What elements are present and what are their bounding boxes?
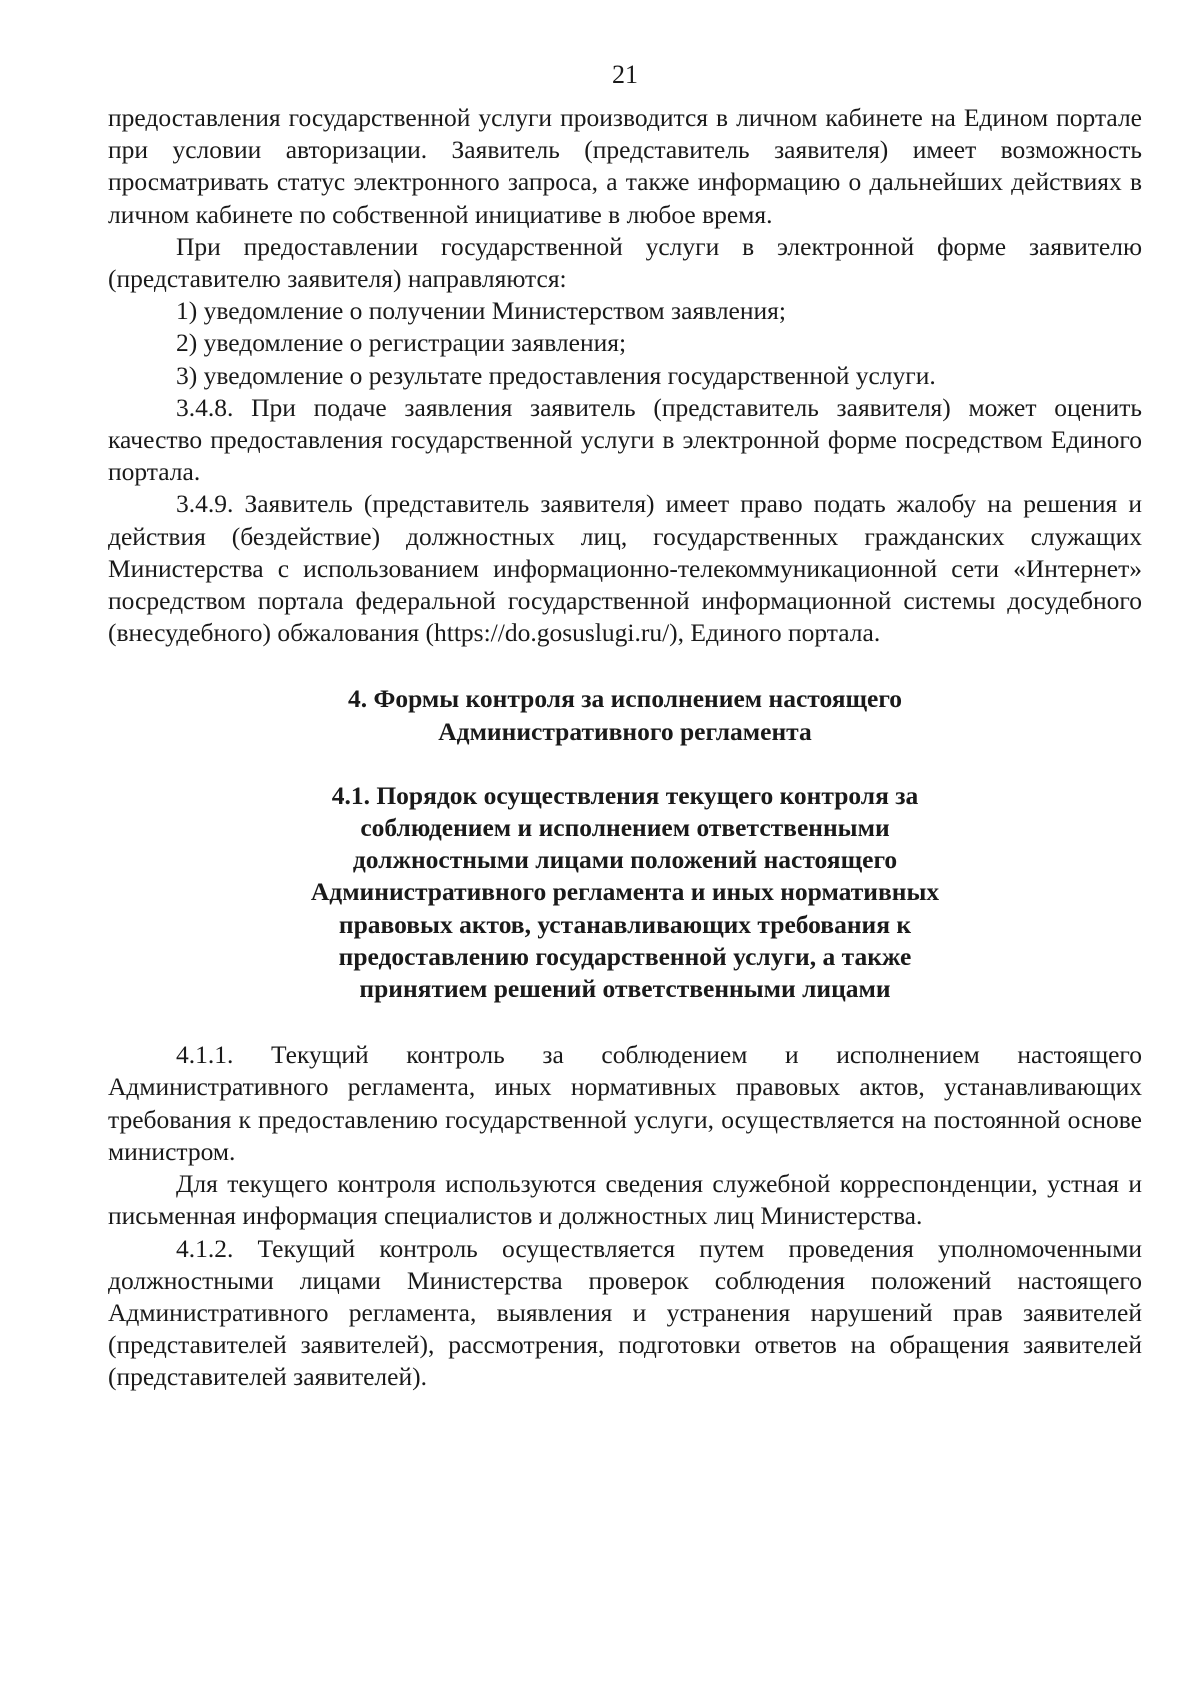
current-control-sources: Для текущего контроля используются сведения служебной корреспонденции, устная и письменная информация специалистов и должностных лиц Министерства. — [108, 1169, 1142, 1231]
section-4-1-heading-line: принятием решений ответственными лицами — [359, 974, 891, 1004]
notifications-intro: При предоставлении государственной услуги в электронной форме заявителю (представителю заявителя) направляются: — [108, 231, 1142, 294]
notification-item-2: 2) уведомление о регистрации заявления; — [176, 328, 627, 358]
clause-3-4-8: 3.4.8. При подаче заявления заявитель (представитель заявителя) может оценить качество предоставления государственной услуги в электронной форме посредством Единого портала. — [108, 392, 1142, 487]
section-4-heading-line: Административного регламента — [438, 716, 812, 746]
page-number: 21 — [612, 60, 638, 89]
section-4-1-heading — [108, 780, 1142, 1005]
section-4-heading-line: 4. Формы контроля за исполнением настоящего — [347, 684, 903, 714]
section-4-1-heading-line: Административного регламента и иных нормативных — [310, 877, 940, 907]
notification-item-3: 3) уведомление о результате предоставления государственной услуги. — [176, 360, 936, 390]
section-4-heading — [108, 683, 1142, 747]
intro-paragraph: предоставления государственной услуги производится в личном кабинете на Едином портале при условии авторизации. Заявитель (представитель заявителя) имеет возможность просматривать статус электронного запроса, а также информацию о дальнейших действиях в личном кабинете по собственной инициативе в любое время. — [108, 103, 1142, 229]
document-page — [108, 58, 1142, 1394]
section-4-1-heading-line: предоставлению государственной услуги, а также — [338, 941, 912, 971]
section-4-1-heading-line: 4.1. Порядок осуществления текущего контроля за — [331, 780, 919, 810]
section-4-1-heading-line: должностными лицами положений настоящего — [352, 845, 898, 875]
section-4-1-heading-line: правовых актов, устанавливающих требования к — [338, 909, 912, 939]
clause-3-4-9: 3.4.9. Заявитель (представитель заявителя) имеет право подать жалобу на решения и действия (бездействие) должностных лиц, государственных гражданских служащих Министерства с использованием информационно-телекоммуникационной сети «Интернет» посредством портала федеральной государственной информационной системы досудебного (внесудебного) обжалования (https://do.gosuslugi.ru/), Единого портала. — [108, 489, 1142, 648]
clause-4-1-2: 4.1.2. Текущий контроль осуществляется путем проведения уполномоченными должностными лицами Министерства проверок соблюдения положений настоящего Административного регламента, выявления и устранения нарушений прав заявителей (представителей заявителей), рассмотрения, подготовки ответов на обращения заявителей (представителей заявителей). — [108, 1233, 1142, 1392]
notification-item-1: 1) уведомление о получении Министерством заявления; — [176, 296, 786, 326]
section-4-1-heading-line: соблюдением и исполнением ответственными — [360, 813, 890, 843]
clause-4-1-1: 4.1.1. Текущий контроль за соблюдением и исполнением настоящего Административного регламента, иных нормативных правовых актов, устанавливающих требования к предоставлению государственной услуги, осуществляется на постоянной основе министром. — [108, 1040, 1142, 1166]
